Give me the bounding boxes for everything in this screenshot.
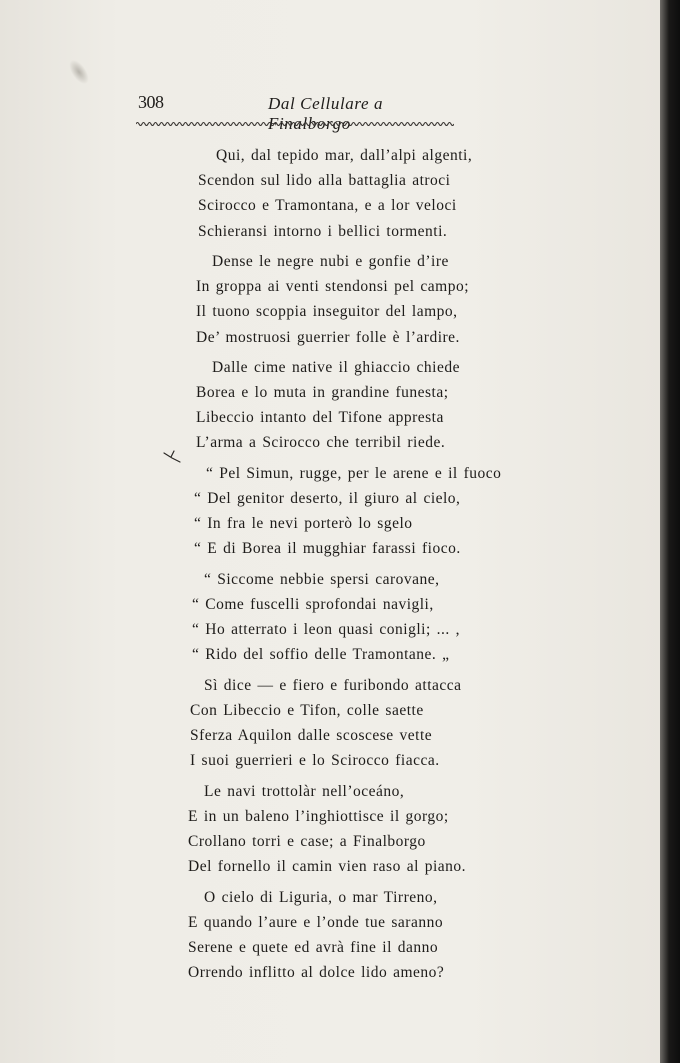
stanza xyxy=(188,249,548,350)
verse-line: “ E di Borea il mugghiar farassi fioco. xyxy=(194,540,461,558)
decorative-wavy-rule xyxy=(136,120,454,128)
poem xyxy=(188,143,548,985)
verse-line: “ Del genitor deserto, il giuro al cielo, xyxy=(194,490,461,507)
verse-line: Con Libeccio e Tifon, colle saette xyxy=(190,701,424,719)
pencil-mark-icon xyxy=(163,449,181,463)
running-title: Dal Cellulare a Finalborgo xyxy=(268,94,384,133)
verse-line: Dalle cime native il ghiaccio chiede xyxy=(212,358,460,376)
verse-line: Serene e quete ed avrà fine il danno xyxy=(188,938,439,956)
verse-line: Qui, dal tepido mar, dall’alpi algenti, xyxy=(216,147,473,164)
verse-line: De’ mostruosi guerrier folle è l’ardire. xyxy=(196,328,460,346)
verse-line: Scendon sul lido alla battaglia atroci xyxy=(198,172,451,190)
verse-line: Orrendo inflitto al dolce lido ameno? xyxy=(188,964,445,982)
stanza xyxy=(188,143,548,244)
verse-line: E in un baleno l’inghiottisce il gorgo; xyxy=(188,807,449,825)
verse-line: “ Rido del soffio delle Tramontane. „ xyxy=(192,646,450,664)
verse-line: I suoi guerrieri e lo Scirocco fiacca. xyxy=(190,752,440,770)
verse-line: “ Ho atterrato i leon quasi conigli; ... , xyxy=(192,621,461,639)
verse-line: L’arma a Scirocco che terribil riede. xyxy=(196,434,446,452)
verse-line: Crollano torri e case; a Finalborgo xyxy=(188,833,426,850)
verse-line: Le navi trottolàr nell’oceáno, xyxy=(204,782,405,800)
verse-line: Schieransi intorno i bellici tormenti. xyxy=(198,222,448,240)
verse-line: Sferza Aquilon dalle scoscese vette xyxy=(190,727,433,745)
verse-line: Scirocco e Tramontana, e a lor veloci xyxy=(198,197,457,215)
stanza xyxy=(188,461,548,562)
verse-line: Il tuono scoppia inseguitor del lampo, xyxy=(196,303,458,321)
stanza xyxy=(188,567,548,668)
verse-line: O cielo di Liguria, o mar Tirreno, xyxy=(204,888,438,906)
verse-line: Del fornello il camin vien raso al piano. xyxy=(188,858,467,876)
verse-line: “ Come fuscelli sprofondai navigli, xyxy=(192,595,434,613)
stanza xyxy=(188,779,548,880)
stanza xyxy=(188,885,548,986)
verse-line: Dense le negre nubi e gonfie d’ire xyxy=(212,252,449,270)
stanza xyxy=(188,355,548,456)
verse-line: “ Pel Simun, rugge, per le arene e il fuoco xyxy=(206,464,502,482)
verse-line: Borea e lo muta in grandine funesta; xyxy=(196,384,449,402)
verse-line: “ Siccome nebbie spersi carovane, xyxy=(204,570,440,588)
page-stain xyxy=(65,57,93,88)
verse-line: “ In fra le nevi porterò lo sgelo xyxy=(194,515,413,533)
verse-line: Libeccio intanto del Tifone appresta xyxy=(196,409,444,427)
verse-line: In groppa ai venti stendonsi pel campo; xyxy=(196,278,469,296)
page-header xyxy=(138,92,448,133)
page-number: 308 xyxy=(138,92,164,112)
book-spine-shadow xyxy=(660,0,680,1063)
verse-line: E quando l’aure e l’onde tue saranno xyxy=(188,913,444,931)
stanza xyxy=(188,673,548,774)
verse-line: Sì dice — e fiero e furibondo attacca xyxy=(204,676,462,694)
